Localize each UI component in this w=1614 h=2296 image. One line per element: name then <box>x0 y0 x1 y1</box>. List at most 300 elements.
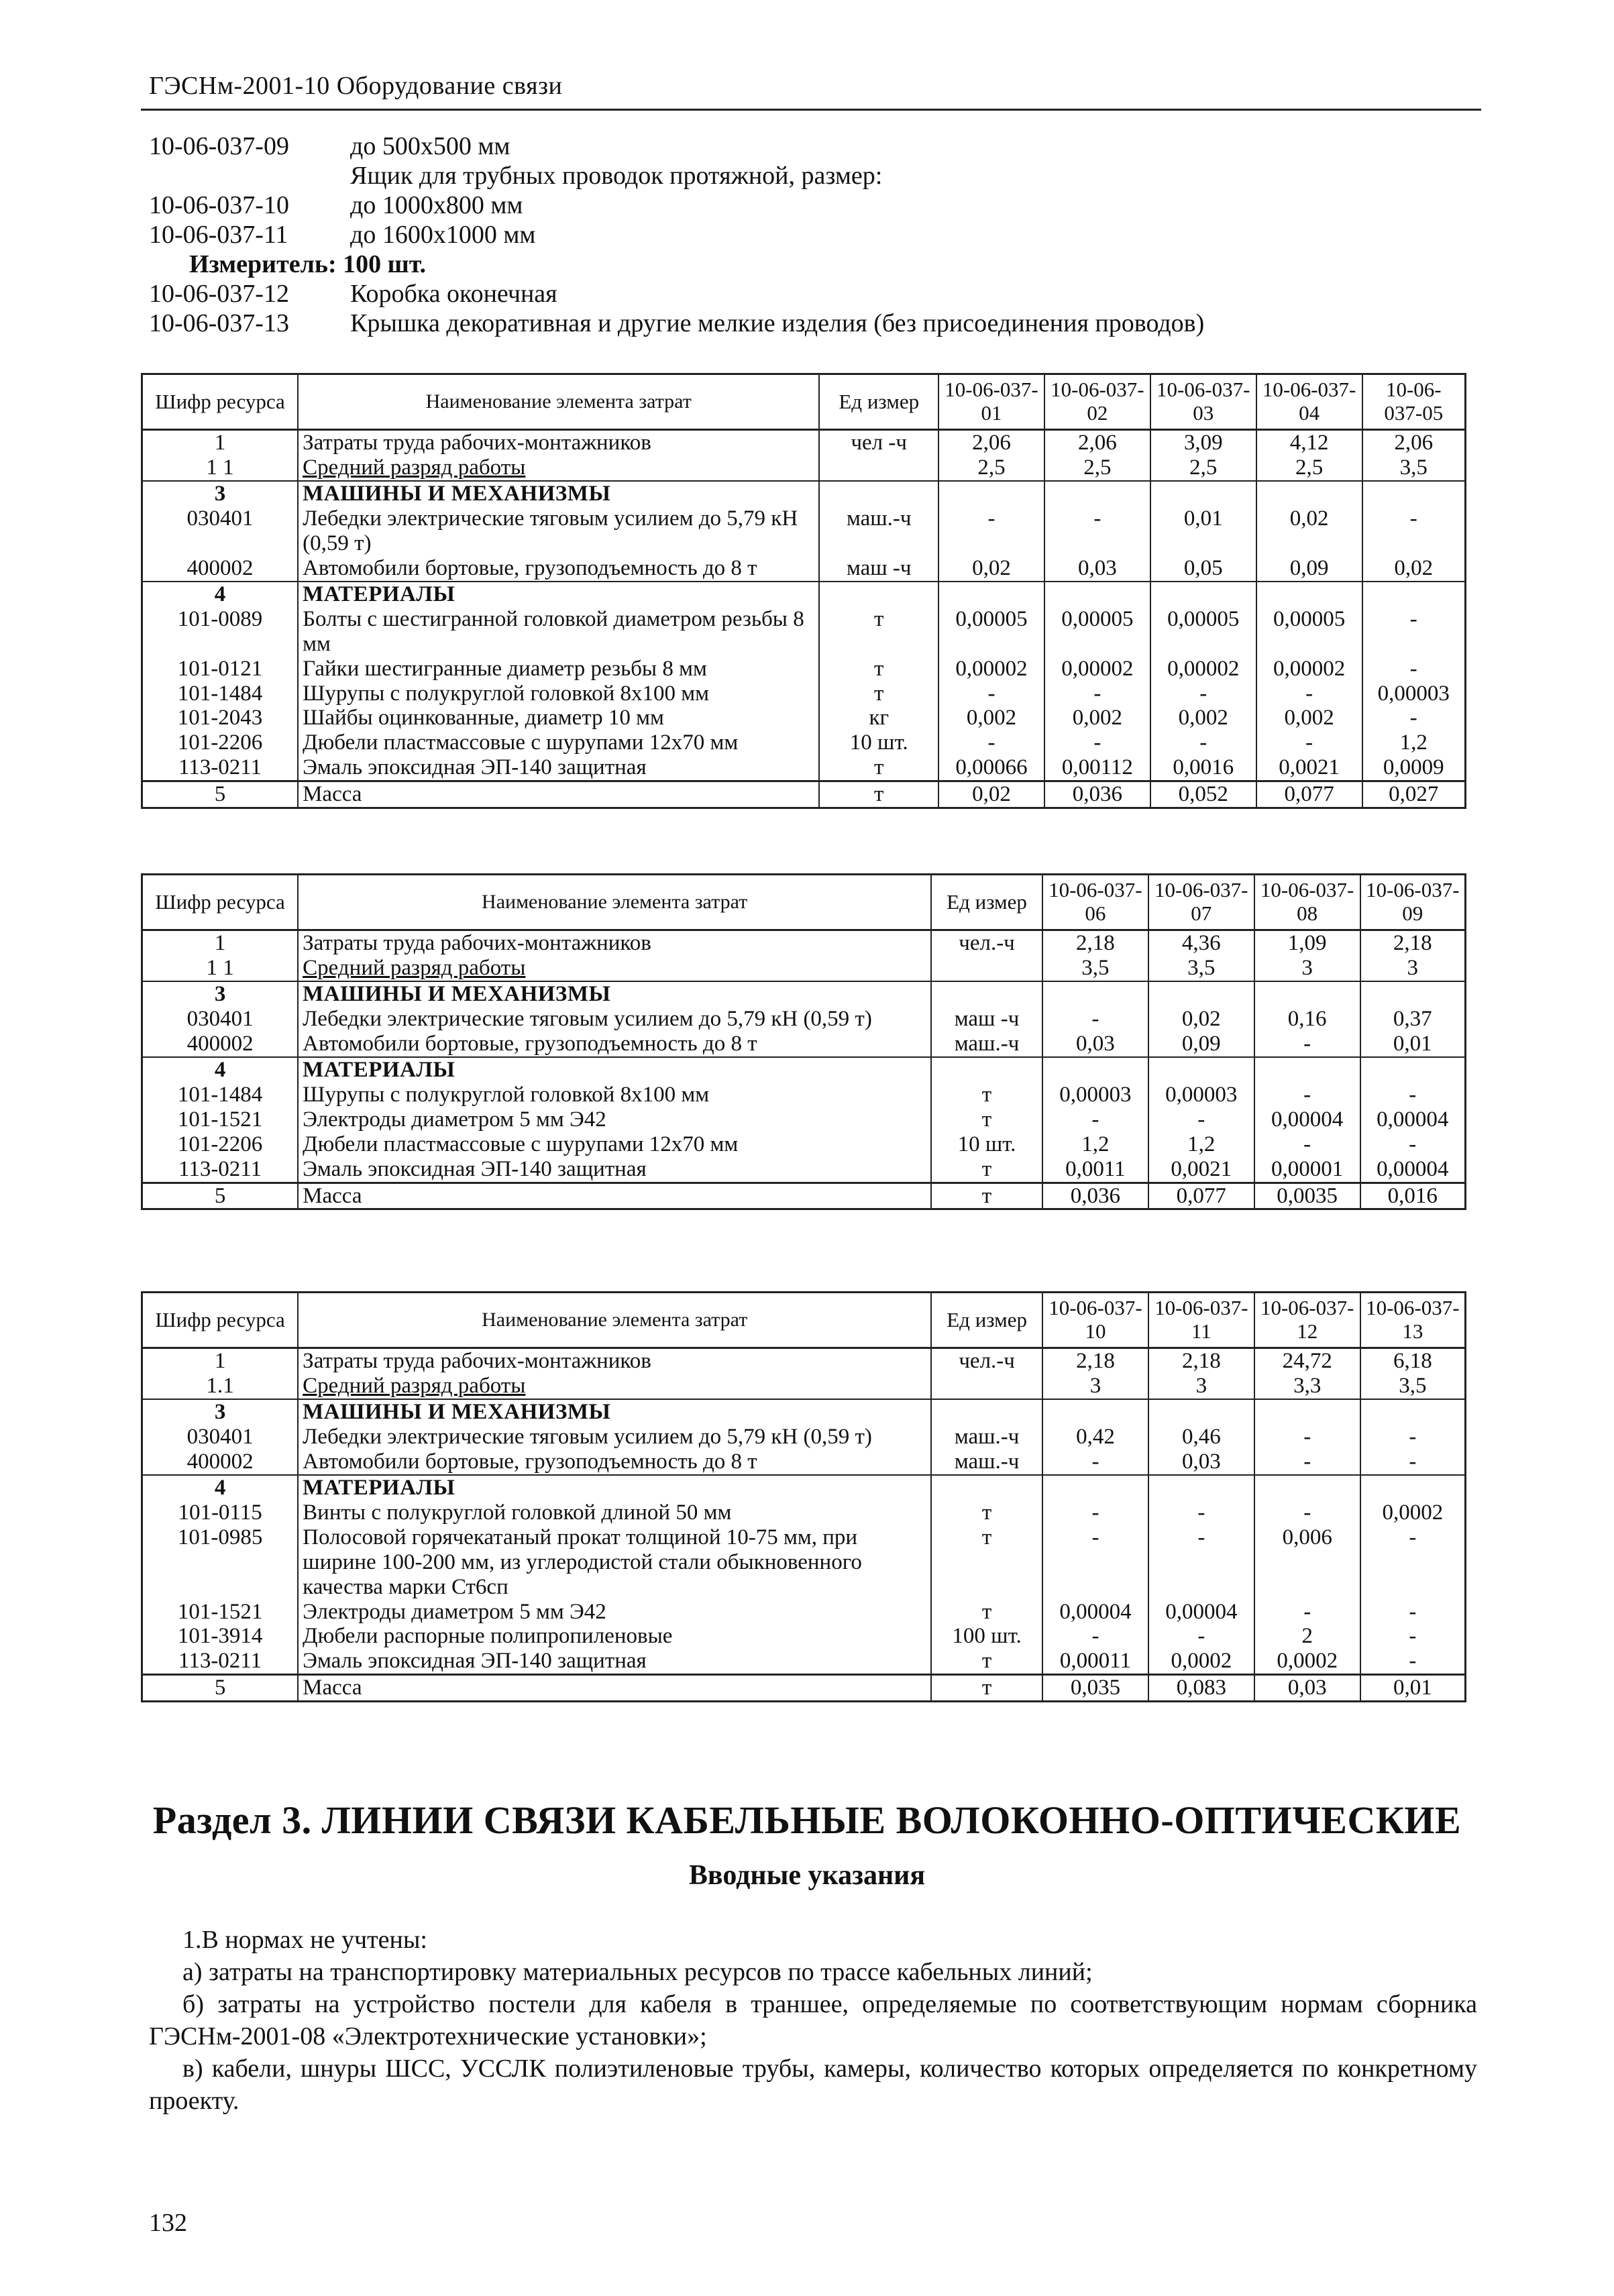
value-cell: 0,0016 <box>1150 755 1256 781</box>
unit-cell <box>931 1057 1042 1083</box>
value-cell: 0,03 <box>1044 556 1150 582</box>
intro-line <box>149 279 1477 309</box>
value-cell: - <box>1254 1425 1360 1450</box>
resource-code: 113-0211 <box>142 1157 299 1183</box>
unit-cell <box>931 1475 1042 1500</box>
value-cell: - <box>1042 1450 1148 1475</box>
table-row <box>142 1107 1466 1132</box>
resource-name: Дюбели пластмассовые с шурупами 12х70 мм <box>298 1132 931 1157</box>
resource-name: Лебедки электрические тяговым усилием до 5,79 кН (0,59 т) <box>298 1007 931 1032</box>
value-cell: 0,02 <box>1362 556 1466 582</box>
note-paragraph: а) затраты на транспортировку материальных ресурсов по трассе кабельных линий; <box>182 1958 1093 1986</box>
resource-name: Затраты труда рабочих-монтажников <box>298 930 931 956</box>
resource-name: Масса <box>298 1675 931 1702</box>
section-row <box>142 1399 1466 1425</box>
value-cell: 2,5 <box>1150 455 1256 481</box>
resource-code: 400002 <box>142 1032 299 1057</box>
value-cell: - <box>1150 681 1256 706</box>
value-cell <box>938 582 1044 607</box>
intro-desc: Коробка оконечная <box>350 280 557 308</box>
header-unit: Ед измер <box>931 1293 1042 1348</box>
value-cell: - <box>1044 506 1150 556</box>
resource-name: Лебедки электрические тяговым усилием до 5,79 кН (0,59 т) <box>298 1425 931 1450</box>
value-cell: 0,03 <box>1042 1032 1148 1057</box>
unit-cell <box>819 582 938 607</box>
value-cell: 0,00004 <box>1254 1107 1360 1132</box>
resource-name: Эмаль эпоксидная ЭП-140 защитная <box>298 755 819 781</box>
table-header-row <box>142 1293 1466 1348</box>
header-name: Наименование элемента затрат <box>298 374 819 430</box>
table-row <box>142 755 1466 781</box>
intro-code: 10-06-037-12 <box>149 280 289 308</box>
value-cell: 24,72 <box>1254 1348 1360 1374</box>
value-cell: 2,06 <box>1362 430 1466 455</box>
resource-name: Дюбели распорные полипропиленовые <box>298 1624 931 1649</box>
value-cell: - <box>1042 1107 1148 1132</box>
value-cell <box>1360 981 1466 1007</box>
resource-code: 101-0985 <box>142 1525 299 1600</box>
mass-row <box>142 1183 1466 1209</box>
resource-code: 101-1521 <box>142 1107 299 1132</box>
resource-code: 5 <box>142 1675 299 1702</box>
resource-name: Электроды диаметром 5 мм Э42 <box>298 1107 931 1132</box>
value-cell: 0,00002 <box>1150 657 1256 681</box>
table-header-row <box>142 875 1466 930</box>
resource-code: 1 <box>142 1348 299 1374</box>
table-row <box>142 1500 1466 1525</box>
value-cell: 0,00005 <box>938 607 1044 657</box>
running-header: ГЭСНм-2001-10 Оборудование связи <box>149 72 563 100</box>
unit-cell: т <box>931 1600 1042 1625</box>
value-cell: 0,02 <box>938 781 1044 808</box>
intro-line <box>149 220 1477 250</box>
value-cell <box>1044 481 1150 506</box>
unit-cell: т <box>931 1649 1042 1674</box>
resource-name: Автомобили бортовые, грузоподъемность до 8 т <box>298 1450 931 1475</box>
resource-code: 5 <box>142 781 299 808</box>
value-cell: 2,18 <box>1360 930 1466 956</box>
value-cell: - <box>1148 1624 1254 1649</box>
intro-block <box>149 131 1477 338</box>
value-cell: 0,16 <box>1254 1007 1360 1032</box>
resource-code: 400002 <box>142 556 299 582</box>
value-cell: 2,5 <box>1044 455 1150 481</box>
value-cell: 0,00005 <box>1150 607 1256 657</box>
table-row <box>142 1425 1466 1450</box>
value-cell: 0,05 <box>1150 556 1256 582</box>
value-cell: - <box>1360 1425 1466 1450</box>
resource-table-1 <box>141 373 1466 809</box>
header-col-3: 10-06-037-03 <box>1150 374 1256 430</box>
resource-code: 1 <box>142 430 299 455</box>
resource-name: Лебедки электрические тяговым усилием до 5,79 кН (0,59 т) <box>298 506 819 556</box>
table-row <box>142 657 1466 681</box>
value-cell: 3 <box>1148 1374 1254 1399</box>
value-cell <box>1042 1399 1148 1425</box>
value-cell: 1,2 <box>1148 1132 1254 1157</box>
resource-name: Затраты труда рабочих-монтажников <box>298 430 819 455</box>
header-code: Шифр ресурса <box>142 374 299 430</box>
value-cell: 0,036 <box>1042 1183 1148 1209</box>
value-cell: 0,036 <box>1044 781 1150 808</box>
resource-name: Шурупы с полукруглой головкой 8х100 мм <box>298 1083 931 1107</box>
value-cell: 0,00005 <box>1044 607 1150 657</box>
table-row <box>142 930 1466 956</box>
unit-cell <box>931 1399 1042 1425</box>
value-cell: 0,00003 <box>1042 1083 1148 1107</box>
value-cell: 0,00003 <box>1362 681 1466 706</box>
value-cell: 3,5 <box>1148 956 1254 981</box>
resource-name: Эмаль эпоксидная ЭП-140 защитная <box>298 1649 931 1674</box>
value-cell: 0,00002 <box>1044 657 1150 681</box>
value-cell <box>1362 481 1466 506</box>
value-cell: 0,002 <box>938 706 1044 730</box>
value-cell: 0,035 <box>1042 1675 1148 1702</box>
intro-notes <box>149 1924 1477 2117</box>
resource-code: 1.1 <box>142 1374 299 1399</box>
value-cell: 0,0021 <box>1256 755 1362 781</box>
header-col-1: 10-06-037-10 <box>1042 1293 1148 1348</box>
value-cell: - <box>938 681 1044 706</box>
section-row <box>142 981 1466 1007</box>
resource-code: 400002 <box>142 1450 299 1475</box>
value-cell: 1,2 <box>1042 1132 1148 1157</box>
intro-code: 10-06-037-11 <box>149 221 288 249</box>
resource-code: 4 <box>142 1057 299 1083</box>
value-cell: - <box>1360 1600 1466 1625</box>
resource-code: 101-2206 <box>142 1132 299 1157</box>
resource-name: Шайбы оцинкованные, диаметр 10 мм <box>298 706 819 730</box>
table-row <box>142 706 1466 730</box>
value-cell: 0,0021 <box>1148 1157 1254 1183</box>
value-cell: 3,09 <box>1150 430 1256 455</box>
value-cell: - <box>1256 730 1362 755</box>
value-cell: 2,5 <box>938 455 1044 481</box>
resource-code: 3 <box>142 981 299 1007</box>
unit-cell <box>819 481 938 506</box>
value-cell: 0,42 <box>1042 1425 1148 1450</box>
measure-text: Измеритель: 100 шт. <box>189 250 427 278</box>
unit-cell: т <box>931 1183 1042 1209</box>
resource-name: Автомобили бортовые, грузоподъемность до 8 т <box>298 556 819 582</box>
note-paragraph: 1.В нормах не учтены: <box>182 1926 427 1954</box>
value-cell: 4,36 <box>1148 930 1254 956</box>
value-cell: 0,46 <box>1148 1425 1254 1450</box>
value-cell: 0,00003 <box>1148 1083 1254 1107</box>
value-cell: - <box>1042 1624 1148 1649</box>
table-row <box>142 455 1466 481</box>
section-row <box>142 1475 1466 1500</box>
table-row <box>142 1624 1466 1649</box>
value-cell: 0,00002 <box>1256 657 1362 681</box>
value-cell: 0,00005 <box>1256 607 1362 657</box>
resource-code: 101-0115 <box>142 1500 299 1525</box>
intro-subhead: Ящик для трубных проводок протяжной, размер: <box>350 162 883 190</box>
value-cell: 0,09 <box>1256 556 1362 582</box>
resource-name: Автомобили бортовые, грузоподъемность до 8 т <box>298 1032 931 1057</box>
resource-code: 3 <box>142 1399 299 1425</box>
value-cell <box>1256 582 1362 607</box>
note-paragraph: в) кабели, шнуры ШСС, УССЛК полиэтиленовые трубы, камеры, количество которых определяется по конкретному проекту. <box>149 2055 1477 2115</box>
section-heading: МАТЕРИАЛЫ <box>298 1057 931 1083</box>
unit-cell: маш.-ч <box>931 1450 1042 1475</box>
value-cell: 0,027 <box>1362 781 1466 808</box>
intro-line <box>149 161 1477 190</box>
measure-line <box>149 250 1477 279</box>
unit-cell: маш -ч <box>819 556 938 582</box>
section-subtitle: Вводные указания <box>688 1860 926 1891</box>
unit-cell: маш -ч <box>931 1007 1042 1032</box>
value-cell <box>1042 981 1148 1007</box>
value-cell: 2,5 <box>1256 455 1362 481</box>
header-col-5: 10-06-037-05 <box>1362 374 1466 430</box>
value-cell: 2,06 <box>938 430 1044 455</box>
unit-cell: т <box>931 1157 1042 1183</box>
value-cell: - <box>1360 1525 1466 1600</box>
resource-name: Масса <box>298 1183 931 1209</box>
value-cell: - <box>1254 1032 1360 1057</box>
unit-cell: т <box>819 755 938 781</box>
value-cell: 3,5 <box>1362 455 1466 481</box>
value-cell <box>1254 1057 1360 1083</box>
intro-desc: Крышка декоративная и другие мелкие изделия (без присоединения проводов) <box>350 309 1205 337</box>
value-cell: - <box>1254 1132 1360 1157</box>
table-row <box>142 1348 1466 1374</box>
table-row <box>142 1032 1466 1057</box>
resource-code: 4 <box>142 1475 299 1500</box>
value-cell: - <box>1044 730 1150 755</box>
resource-table-3 <box>141 1291 1466 1702</box>
unit-cell: 10 шт. <box>819 730 938 755</box>
table-row <box>142 1132 1466 1157</box>
value-cell: - <box>1044 681 1150 706</box>
unit-cell: чел.-ч <box>931 1348 1042 1374</box>
value-cell: 0,02 <box>1148 1007 1254 1032</box>
intro-line <box>149 190 1477 220</box>
unit-cell <box>931 981 1042 1007</box>
value-cell: - <box>1254 1450 1360 1475</box>
value-cell: 0,077 <box>1148 1183 1254 1209</box>
resource-code: 101-1484 <box>142 1083 299 1107</box>
value-cell: 0,002 <box>1044 706 1150 730</box>
header-col-1: 10-06-037-06 <box>1042 875 1148 930</box>
header-name: Наименование элемента затрат <box>298 1293 931 1348</box>
header-code: Шифр ресурса <box>142 875 299 930</box>
unit-cell: т <box>819 781 938 808</box>
value-cell: - <box>1362 657 1466 681</box>
resource-code: 1 <box>142 930 299 956</box>
resource-name: Болты с шестигранной головкой диаметром резьбы 8 мм <box>298 607 819 657</box>
table-row <box>142 607 1466 657</box>
table-row <box>142 506 1466 556</box>
header-rule <box>141 109 1481 111</box>
value-cell: 3,5 <box>1042 956 1148 981</box>
table-row <box>142 1525 1466 1600</box>
value-cell <box>1150 481 1256 506</box>
value-cell: - <box>1360 1132 1466 1157</box>
value-cell: 3,5 <box>1360 1374 1466 1399</box>
header-col-4: 10-06-037-04 <box>1256 374 1362 430</box>
resource-code: 101-1521 <box>142 1600 299 1625</box>
unit-cell: кг <box>819 706 938 730</box>
value-cell: 0,00066 <box>938 755 1044 781</box>
resource-code: 101-3914 <box>142 1624 299 1649</box>
resource-code: 101-0089 <box>142 607 299 657</box>
value-cell: - <box>1362 706 1466 730</box>
value-cell: - <box>1256 681 1362 706</box>
value-cell: 3 <box>1254 956 1360 981</box>
header-col-1: 10-06-037-01 <box>938 374 1044 430</box>
section-heading: МАТЕРИАЛЫ <box>298 1475 931 1500</box>
resource-name: Полосовой горячекатаный прокат толщиной 10-75 мм, при ширине 100-200 мм, из углеродистой стали обыкновенного качества марки Ст6сп <box>298 1525 931 1600</box>
intro-desc: до 1600х1000 мм <box>350 221 536 249</box>
value-cell: 1,09 <box>1254 930 1360 956</box>
value-cell: 0,0035 <box>1254 1183 1360 1209</box>
unit-cell: т <box>819 607 938 657</box>
resource-name: Средний разряд работы <box>298 1374 931 1399</box>
value-cell <box>1254 981 1360 1007</box>
value-cell <box>1254 1399 1360 1425</box>
value-cell: - <box>1254 1600 1360 1625</box>
value-cell: 0,00011 <box>1042 1649 1148 1674</box>
table-row <box>142 1450 1466 1475</box>
value-cell: - <box>1362 506 1466 556</box>
intro-code: 10-06-037-13 <box>149 309 289 337</box>
resource-code: 5 <box>142 1183 299 1209</box>
unit-cell <box>931 1374 1042 1399</box>
value-cell: - <box>1148 1500 1254 1525</box>
resource-code: 113-0211 <box>142 1649 299 1674</box>
value-cell: 3 <box>1042 1374 1148 1399</box>
header-unit: Ед измер <box>819 374 938 430</box>
table-row <box>142 1007 1466 1032</box>
value-cell: 0,00001 <box>1254 1157 1360 1183</box>
resource-code: 4 <box>142 582 299 607</box>
value-cell <box>1360 1057 1466 1083</box>
resource-table-2 <box>141 873 1466 1210</box>
resource-name: Винты с полукруглой головкой длиной 50 мм <box>298 1500 931 1525</box>
resource-code: 030401 <box>142 1425 299 1450</box>
header-col-2: 10-06-037-07 <box>1148 875 1254 930</box>
resource-name: Средний разряд работы <box>298 455 819 481</box>
table-row <box>142 1374 1466 1399</box>
unit-cell: чел.-ч <box>931 930 1042 956</box>
value-cell: 0,00004 <box>1148 1600 1254 1625</box>
resource-code: 101-2043 <box>142 706 299 730</box>
value-cell: - <box>938 506 1044 556</box>
value-cell <box>1148 981 1254 1007</box>
value-cell: - <box>1360 1450 1466 1475</box>
value-cell: 0,002 <box>1150 706 1256 730</box>
resource-code: 101-1484 <box>142 681 299 706</box>
mass-row <box>142 1675 1466 1702</box>
section-heading: МАШИНЫ И МЕХАНИЗМЫ <box>298 1399 931 1425</box>
intro-line <box>149 309 1477 338</box>
value-cell: 6,18 <box>1360 1348 1466 1374</box>
value-cell <box>1148 1057 1254 1083</box>
unit-cell: т <box>931 1675 1042 1702</box>
value-cell: - <box>1254 1083 1360 1107</box>
value-cell: - <box>1042 1525 1148 1600</box>
value-cell <box>1256 481 1362 506</box>
resource-code: 030401 <box>142 506 299 556</box>
value-cell <box>1360 1399 1466 1425</box>
value-cell: 2,18 <box>1042 1348 1148 1374</box>
value-cell: 0,01 <box>1360 1675 1466 1702</box>
header-col-4: 10-06-037-09 <box>1360 875 1466 930</box>
unit-cell <box>931 956 1042 981</box>
value-cell: - <box>1042 1007 1148 1032</box>
value-cell: 0,00004 <box>1360 1157 1466 1183</box>
value-cell: - <box>1150 730 1256 755</box>
mass-row <box>142 781 1466 808</box>
unit-cell: т <box>819 657 938 681</box>
value-cell: 0,00112 <box>1044 755 1150 781</box>
resource-name: Дюбели пластмассовые с шурупами 12х70 мм <box>298 730 819 755</box>
resource-name: Эмаль эпоксидная ЭП-140 защитная <box>298 1157 931 1183</box>
value-cell: 0,01 <box>1360 1032 1466 1057</box>
page-number: 132 <box>149 2209 187 2237</box>
resource-name: Средний разряд работы <box>298 956 931 981</box>
resource-code: 3 <box>142 481 299 506</box>
table-row <box>142 730 1466 755</box>
unit-cell: т <box>931 1107 1042 1132</box>
value-cell: 3 <box>1360 956 1466 981</box>
resource-code: 1 1 <box>142 956 299 981</box>
value-cell: 2 <box>1254 1624 1360 1649</box>
value-cell: 0,016 <box>1360 1183 1466 1209</box>
value-cell: - <box>1254 1500 1360 1525</box>
value-cell <box>938 481 1044 506</box>
section-heading: МАШИНЫ И МЕХАНИЗМЫ <box>298 981 931 1007</box>
resource-name: Шурупы с полукруглой головкой 8х100 мм <box>298 681 819 706</box>
value-cell <box>1362 582 1466 607</box>
unit-cell <box>819 455 938 481</box>
unit-cell: маш.-ч <box>819 506 938 556</box>
table-row <box>142 681 1466 706</box>
value-cell: 0,02 <box>1256 506 1362 556</box>
note-paragraph: б) затраты на устройство постели для кабеля в траншее, определяемые по соответствующим нормам сборника ГЭСНм-2001-08 «Электротехнические установки»; <box>149 1990 1477 2051</box>
value-cell: 2,06 <box>1044 430 1150 455</box>
value-cell <box>1148 1399 1254 1425</box>
value-cell: 0,03 <box>1254 1675 1360 1702</box>
intro-code: 10-06-037-09 <box>149 132 289 160</box>
value-cell: 0,002 <box>1256 706 1362 730</box>
value-cell: 0,00002 <box>938 657 1044 681</box>
value-cell: - <box>1360 1649 1466 1674</box>
header-unit: Ед измер <box>931 875 1042 930</box>
table-row <box>142 556 1466 582</box>
intro-desc: до 500х500 мм <box>350 132 510 160</box>
resource-code: 113-0211 <box>142 755 299 781</box>
header-name: Наименование элемента затрат <box>298 875 931 930</box>
section-row <box>142 481 1466 506</box>
section-heading: МАТЕРИАЛЫ <box>298 582 819 607</box>
value-cell: 0,077 <box>1256 781 1362 808</box>
value-cell <box>1042 1475 1148 1500</box>
resource-name: Масса <box>298 781 819 808</box>
value-cell <box>1044 582 1150 607</box>
table-header-row <box>142 374 1466 430</box>
resource-code: 101-2206 <box>142 730 299 755</box>
resource-name: Гайки шестигранные диаметр резьбы 8 мм <box>298 657 819 681</box>
value-cell: 0,02 <box>938 556 1044 582</box>
value-cell: 0,00004 <box>1042 1600 1148 1625</box>
header-col-2: 10-06-037-11 <box>1148 1293 1254 1348</box>
unit-cell: чел -ч <box>819 430 938 455</box>
table-row <box>142 1649 1466 1674</box>
intro-code: 10-06-037-10 <box>149 191 289 219</box>
